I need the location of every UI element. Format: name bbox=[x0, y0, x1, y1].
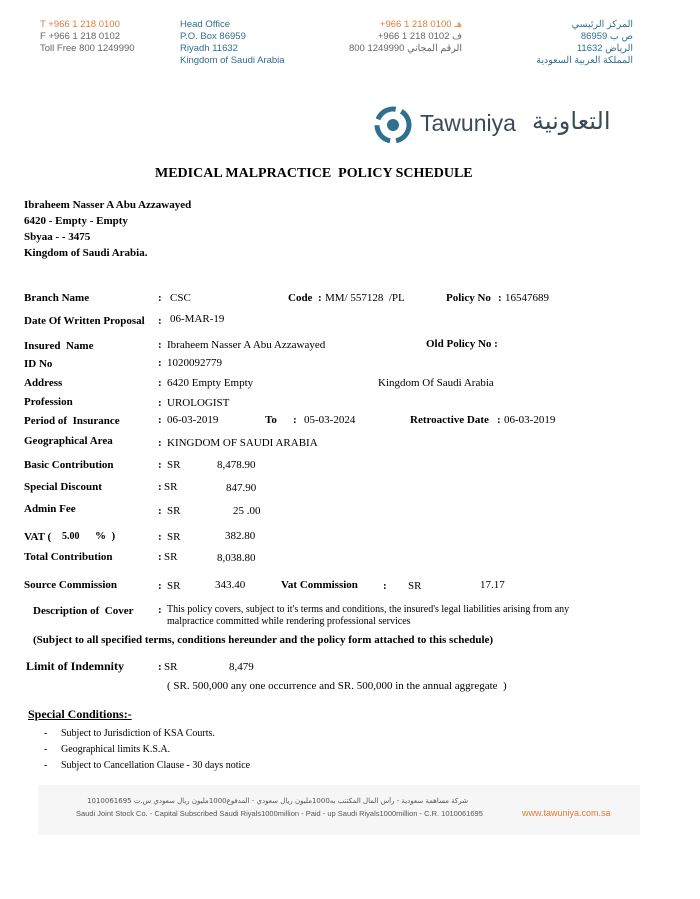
colon: : bbox=[158, 580, 162, 592]
vat-label: VAT ( bbox=[24, 531, 52, 543]
country-ar: المملكة العربية السعودية bbox=[536, 55, 633, 66]
period-label: Period of Insurance bbox=[24, 415, 120, 427]
discount-currency: SR bbox=[164, 481, 178, 493]
head-office-ar bbox=[480, 19, 633, 67]
retroactive-label: Retroactive Date bbox=[410, 414, 489, 426]
colon: : bbox=[158, 414, 162, 426]
total-currency: SR bbox=[164, 551, 178, 563]
recipient-block bbox=[24, 197, 191, 261]
admin-label: Admin Fee bbox=[24, 503, 76, 515]
vat-commission-label: Vat Commission bbox=[281, 579, 358, 591]
recipient-line2: Sbyaa - - 3475 bbox=[24, 231, 91, 243]
special-conditions-heading: Special Conditions:- bbox=[28, 707, 132, 721]
contact-ar bbox=[300, 19, 462, 55]
po-box: P.O. Box 86959 bbox=[180, 31, 246, 42]
geo-label: Geographical Area bbox=[24, 435, 113, 447]
vat-percent: % ) bbox=[95, 530, 116, 542]
colon: : bbox=[293, 414, 297, 426]
colon: : bbox=[158, 377, 162, 389]
colon: : bbox=[158, 397, 162, 409]
logo-text-ar: التعاونية bbox=[532, 107, 611, 135]
contact-en bbox=[40, 19, 135, 55]
code-value: MM/ 557128 /PL bbox=[325, 292, 405, 304]
old-policy-label: Old Policy No : bbox=[426, 338, 498, 350]
profession-label: Profession bbox=[24, 396, 73, 408]
period-to-label: To bbox=[265, 414, 277, 426]
recipient-line3: Kingdom of Saudi Arabia. bbox=[24, 247, 148, 259]
proposal-label: Date Of Written Proposal bbox=[24, 315, 145, 327]
retroactive-value: 06-03-2019 bbox=[504, 414, 556, 426]
colon: : bbox=[158, 437, 162, 449]
city: Riyadh 11632 bbox=[180, 43, 238, 54]
total-label: Total Contribution bbox=[24, 551, 113, 563]
branch-value: CSC bbox=[170, 292, 191, 304]
country: Kingdom of Saudi Arabia bbox=[180, 55, 285, 66]
colon: : bbox=[497, 414, 501, 426]
special-conditions-list bbox=[44, 726, 250, 774]
basic-value: 8,478.90 bbox=[217, 459, 256, 471]
colon: : bbox=[158, 339, 162, 351]
tawuniya-logo-icon bbox=[374, 106, 412, 144]
profession-value: UROLOGIST bbox=[167, 397, 230, 409]
discount-label: Special Discount bbox=[24, 481, 102, 493]
commission-label: Source Commission bbox=[24, 579, 117, 591]
limit-currency: SR bbox=[164, 661, 178, 673]
colon: : bbox=[383, 580, 387, 592]
colon: : bbox=[158, 551, 162, 563]
discount-value: 847.90 bbox=[226, 482, 257, 494]
list-item: - Subject to Jurisdiction of KSA Courts. bbox=[44, 726, 250, 742]
fax-en: F +966 1 218 0102 bbox=[40, 31, 121, 42]
limit-note: ( SR. 500,000 any one occurrence and SR. 500,000 in the annual aggregate ) bbox=[167, 680, 507, 692]
vat-value: 382.80 bbox=[225, 530, 256, 542]
recipient-line1: 6420 - Empty - Empty bbox=[24, 215, 128, 227]
colon: : bbox=[498, 292, 502, 304]
phone-ar: هـ 0100 218 1 966+ bbox=[379, 19, 462, 30]
code-label: Code bbox=[288, 292, 313, 304]
admin-value: 25 .00 bbox=[233, 505, 261, 517]
proposal-value: 06-MAR-19 bbox=[170, 313, 225, 325]
insured-value: Ibraheem Nasser A Abu Azzawayed bbox=[167, 339, 326, 351]
address-value: 6420 Empty Empty bbox=[167, 377, 254, 389]
id-label: ID No bbox=[24, 358, 53, 370]
phone-en: T +966 1 218 0100 bbox=[40, 19, 120, 30]
cover-line-1: This policy covers, subject to it's terms and conditions, the insured's legal liabilities arising from any bbox=[167, 604, 570, 615]
cover-text bbox=[167, 604, 569, 628]
vat-commission-value: 17.17 bbox=[480, 579, 505, 591]
footer bbox=[38, 785, 640, 835]
toll-free-ar: الرقم المجاني 1249990 800 bbox=[348, 43, 462, 54]
head-office-ar-title: المركز الرئيسي bbox=[571, 19, 633, 30]
footer-url[interactable]: www.tawuniya.com.sa bbox=[522, 808, 611, 818]
period-to: 05-03-2024 bbox=[304, 414, 356, 426]
logo-text-en: Tawuniya bbox=[420, 110, 516, 136]
policy-no-value: 16547689 bbox=[505, 292, 549, 304]
footer-ar: شركة مساهمة سعودية - رأس المال المكتتب به1000مليون ريال سعودي - المدفوع1000مليون ريال سعودي س.ت 1010061695 bbox=[87, 797, 468, 805]
po-box-ar: ص ب 86959 bbox=[580, 31, 633, 42]
vat-rate: 5.00 bbox=[62, 531, 80, 542]
colon: : bbox=[158, 315, 162, 327]
head-office-title: Head Office bbox=[180, 19, 230, 30]
geo-value: KINGDOM OF SAUDI ARABIA bbox=[167, 437, 318, 449]
commission-value: 343.40 bbox=[215, 579, 246, 591]
cover-label: Description of Cover bbox=[33, 605, 134, 617]
insured-label: Insured Name bbox=[24, 340, 94, 352]
commission-currency: SR bbox=[167, 580, 181, 592]
colon: : bbox=[158, 531, 162, 543]
total-value: 8,038.80 bbox=[217, 552, 256, 564]
admin-currency: SR bbox=[167, 505, 181, 517]
colon: : bbox=[158, 459, 162, 471]
city-ar: الرياض 11632 bbox=[576, 43, 633, 54]
basic-label: Basic Contribution bbox=[24, 459, 114, 471]
limit-label: Limit of Indemnity bbox=[26, 659, 125, 673]
head-office-en bbox=[180, 19, 285, 67]
list-item: - Subject to Cancellation Clause - 30 days notice bbox=[44, 758, 250, 774]
colon: : bbox=[158, 661, 162, 673]
branch-label: Branch Name bbox=[24, 292, 90, 304]
basic-currency: SR bbox=[167, 459, 181, 471]
period-from: 06-03-2019 bbox=[167, 414, 219, 426]
recipient-name: Ibraheem Nasser A Abu Azzawayed bbox=[24, 199, 192, 211]
colon: : bbox=[158, 481, 162, 493]
colon: : bbox=[318, 292, 322, 304]
footer-en: Saudi Joint Stock Co. - Capital Subscribed Saudi Riyals1000million - Paid - up Saudi Riyals1000million - C.R. 1010061695 bbox=[76, 809, 483, 818]
subject-note: (Subject to all specified terms, conditions hereunder and the policy form attached to this schedule) bbox=[33, 634, 494, 646]
limit-value: 8,479 bbox=[229, 661, 254, 673]
vat-currency: SR bbox=[167, 531, 181, 543]
page-title: MEDICAL MALPRACTICE POLICY SCHEDULE bbox=[155, 166, 473, 181]
colon: : bbox=[158, 505, 162, 517]
policy-no-label: Policy No bbox=[446, 292, 491, 304]
cover-line-2: malpractice committed while rendering professional services bbox=[167, 616, 411, 627]
toll-free-en: Toll Free 800 1249990 bbox=[40, 43, 135, 54]
address-country: Kingdom Of Saudi Arabia bbox=[378, 377, 494, 389]
vat-commission-currency: SR bbox=[408, 580, 422, 592]
colon: : bbox=[158, 604, 162, 616]
fax-ar: ف 0102 218 1 966+ bbox=[377, 31, 462, 42]
colon: : bbox=[158, 357, 162, 369]
colon: : bbox=[158, 292, 162, 304]
list-item: - Geographical limits K.S.A. bbox=[44, 742, 250, 758]
id-value: 1020092779 bbox=[167, 357, 222, 369]
address-label: Address bbox=[24, 377, 63, 389]
